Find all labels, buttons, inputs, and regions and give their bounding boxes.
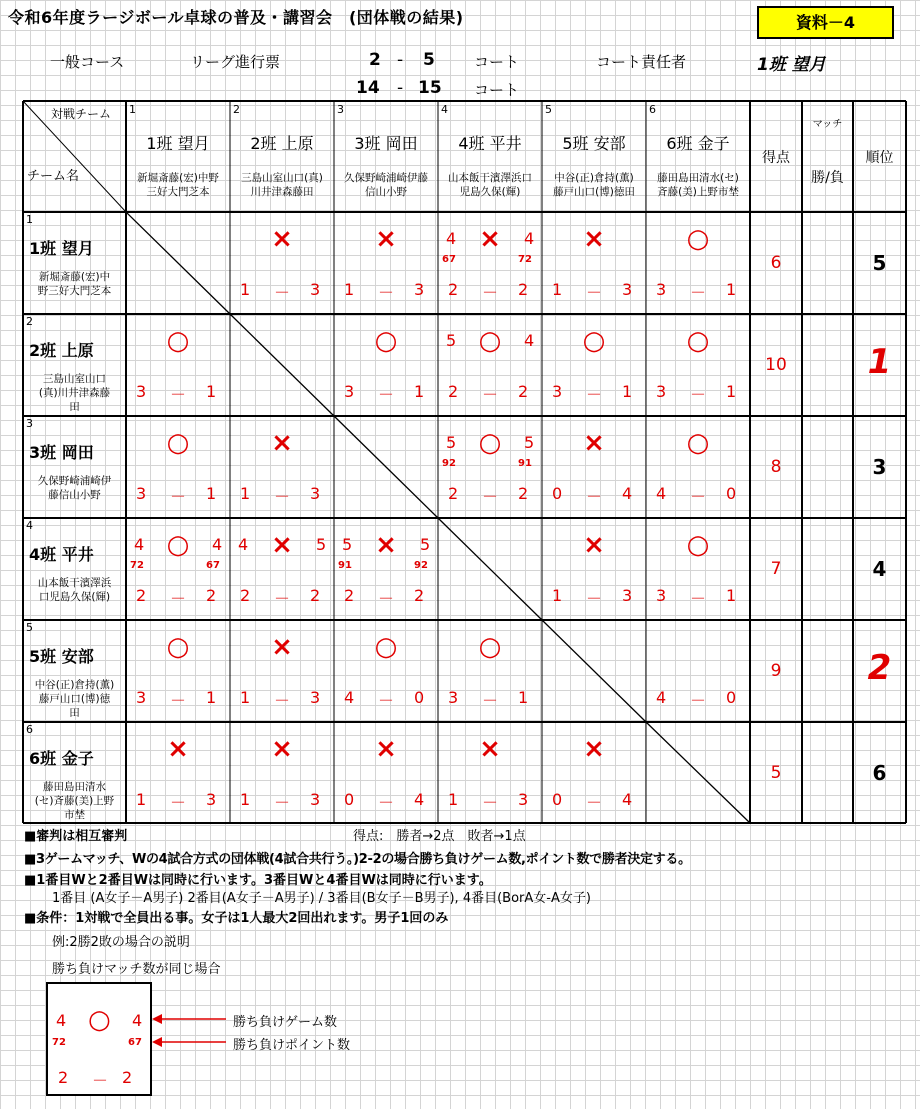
result-score-1: 1: [552, 280, 563, 299]
row-header-team: 1班 望月: [29, 239, 94, 258]
court-a1: 2: [369, 50, 381, 70]
result-score-1: 3: [656, 382, 667, 401]
result-score-1: 4: [344, 688, 355, 707]
points-value: 8: [770, 457, 782, 477]
col-header-num: 2: [233, 103, 240, 116]
result-symbol: ×: [271, 530, 293, 560]
example-score-dash: －: [92, 1071, 109, 1090]
result-score-2: 1: [206, 484, 217, 503]
col-header-team: 3班 岡田: [354, 134, 418, 153]
rank-value: 1: [867, 342, 892, 382]
result-games-1: 4: [134, 535, 145, 554]
league-label: リーグ進行票: [190, 53, 281, 71]
result-score-2: 2: [518, 484, 529, 503]
court-dash1: -: [397, 50, 404, 70]
points-value: 9: [770, 661, 782, 681]
result-points-1: 67: [442, 254, 456, 265]
result-symbol: ○: [686, 428, 710, 458]
result-score-2: 2: [518, 280, 529, 299]
col-header-players: 三島山室山口(真) 川井津森藤田: [241, 172, 323, 198]
row-header-players: 新堀斎藤(宏)中 野三好大門芝本: [37, 271, 112, 297]
result-score-dash: －: [482, 793, 499, 812]
row-header-team: 6班 金子: [29, 749, 94, 768]
result-games-1: 5: [342, 535, 353, 554]
result-score-dash: －: [170, 487, 187, 506]
col-header-players: 藤田島田清水(セ) 斉藤(美)上野市埜: [657, 172, 739, 198]
result-score-dash: －: [482, 691, 499, 710]
result-symbol: ○: [686, 326, 710, 356]
arrow-points-head: [152, 1037, 162, 1047]
result-symbol: ○: [374, 632, 398, 662]
page-title: 令和6年度ラージボール卓球の普及・講習会 (団体戦の結果): [8, 8, 464, 27]
match-header-top: マッチ: [812, 119, 843, 130]
result-score-1: 0: [344, 790, 355, 809]
result-score-dash: －: [586, 487, 603, 506]
result-score-2: 3: [310, 280, 321, 299]
result-symbol: ×: [271, 224, 293, 254]
result-score-2: 4: [414, 790, 425, 809]
result-score-1: 3: [136, 688, 147, 707]
example-game-1: 4: [56, 1011, 67, 1030]
result-score-1: 0: [552, 790, 563, 809]
col-header-num: 4: [441, 103, 448, 116]
document-label: 資料－4: [757, 6, 894, 39]
result-score-dash: －: [170, 589, 187, 608]
result-score-2: 0: [726, 688, 737, 707]
result-score-2: 1: [622, 382, 633, 401]
result-score-1: 3: [552, 382, 563, 401]
result-score-1: 1: [240, 484, 251, 503]
result-games-1: 5: [446, 433, 457, 452]
responsible-label: コート責任者: [596, 53, 687, 71]
note-condition: ■条件：1対戦で全員出る事。女子は1人最大2回出れます。男子1回のみ: [24, 911, 449, 926]
row-header-players: 藤田島田清水 (セ)斉藤(美)上野 市埜: [34, 781, 115, 821]
arrow-points-label: 勝ち負けポイント数: [233, 1038, 351, 1053]
result-points-1: 72: [130, 560, 144, 571]
col-header-players: 久保野崎浦崎伊藤 信山小野: [344, 172, 428, 198]
court-b2: 15: [418, 78, 442, 98]
result-score-dash: －: [274, 487, 291, 506]
example-score-2: 2: [122, 1068, 133, 1087]
result-games-2: 4: [524, 331, 535, 350]
result-score-1: 2: [240, 586, 251, 605]
result-score-1: 2: [448, 382, 459, 401]
result-score-2: 4: [622, 790, 633, 809]
result-score-dash: －: [690, 283, 707, 302]
result-symbol: ×: [375, 530, 397, 560]
col-header-num: 3: [337, 103, 344, 116]
example-box: [46, 982, 152, 1096]
result-symbol: ○: [686, 530, 710, 560]
col-header-team: 2班 上原: [250, 134, 314, 153]
result-score-1: 3: [136, 484, 147, 503]
row-header-num: 2: [26, 315, 33, 328]
example-arrows: [150, 1008, 230, 1048]
result-score-2: 2: [518, 382, 529, 401]
result-symbol: ○: [478, 326, 502, 356]
result-points-1: 91: [338, 560, 352, 571]
row-header-num: 4: [26, 519, 33, 532]
result-score-dash: －: [586, 793, 603, 812]
result-games-2: 4: [212, 535, 223, 554]
result-symbol: ×: [479, 734, 501, 764]
row-header-team: 4班 平井: [29, 545, 94, 564]
row-header-team: 5班 安部: [29, 647, 94, 666]
result-score-dash: －: [690, 487, 707, 506]
result-symbol: ×: [167, 734, 189, 764]
example-point-1: 72: [52, 1037, 66, 1048]
course-label: 一般コース: [50, 53, 125, 71]
result-score-1: 2: [448, 280, 459, 299]
result-score-dash: －: [586, 589, 603, 608]
col-header-players: 中谷(正)倉持(薫) 藤戸山口(博)徳田: [553, 172, 635, 198]
result-points-2: 72: [518, 254, 532, 265]
row-header-team: 2班 上原: [29, 341, 94, 360]
result-symbol: ×: [583, 530, 605, 560]
result-score-1: 1: [552, 586, 563, 605]
rank-header: 順位: [865, 150, 894, 166]
league-table: [23, 101, 906, 823]
court-b1: 14: [356, 78, 380, 98]
row-header-team: 3班 岡田: [29, 443, 94, 462]
result-score-1: 2: [344, 586, 355, 605]
result-score-2: 3: [622, 586, 633, 605]
result-symbol: ×: [583, 224, 605, 254]
col-header-team: 6班 金子: [666, 134, 730, 153]
result-score-dash: －: [274, 793, 291, 812]
row-header-num: 3: [26, 417, 33, 430]
result-score-dash: －: [274, 589, 291, 608]
result-score-2: 2: [206, 586, 217, 605]
row-header-num: 1: [26, 213, 33, 226]
result-games-1: 4: [238, 535, 249, 554]
result-score-2: 3: [206, 790, 217, 809]
col-header-players: 山本飯干濱澤浜口 児島久保(輝): [448, 172, 532, 198]
result-score-1: 1: [240, 280, 251, 299]
result-score-dash: －: [378, 589, 395, 608]
result-symbol: ○: [582, 326, 606, 356]
result-score-1: 1: [240, 688, 251, 707]
result-score-2: 3: [622, 280, 633, 299]
result-score-2: 3: [414, 280, 425, 299]
result-symbol: ○: [166, 326, 190, 356]
result-score-2: 3: [310, 484, 321, 503]
result-score-1: 3: [448, 688, 459, 707]
points-value: 5: [770, 763, 782, 783]
result-score-1: 0: [552, 484, 563, 503]
result-games-2: 5: [524, 433, 535, 452]
col-header-team: 1班 望月: [146, 134, 210, 153]
points-value: 10: [765, 355, 787, 375]
result-score-2: 2: [414, 586, 425, 605]
result-symbol: ○: [166, 632, 190, 662]
arrow-games-head: [152, 1014, 162, 1024]
result-score-2: 1: [726, 586, 737, 605]
result-symbol: ×: [271, 428, 293, 458]
result-symbol: ○: [686, 224, 710, 254]
result-score-dash: －: [378, 283, 395, 302]
result-symbol: ×: [375, 734, 397, 764]
result-symbol: ×: [583, 734, 605, 764]
result-points-2: 67: [206, 560, 220, 571]
col-header-num: 5: [545, 103, 552, 116]
points-header: 得点: [762, 150, 790, 166]
court-label1: コート: [474, 53, 520, 71]
col-header-num: 6: [649, 103, 656, 116]
match-header: 勝/負: [811, 170, 844, 186]
result-score-dash: －: [378, 793, 395, 812]
court-a2: 5: [423, 50, 435, 70]
result-score-1: 2: [136, 586, 147, 605]
result-symbol: ○: [374, 326, 398, 356]
col-header-team: 4班 平井: [458, 134, 522, 153]
example-win-symbol: ○: [88, 1005, 111, 1035]
result-points-2: 92: [414, 560, 428, 571]
result-score-1: 2: [448, 484, 459, 503]
result-score-1: 4: [656, 484, 667, 503]
points-value: 6: [770, 253, 782, 273]
rank-value: 5: [872, 251, 887, 275]
result-games-1: 5: [446, 331, 457, 350]
result-score-dash: －: [170, 793, 187, 812]
responsible-name: 1班 望月: [757, 55, 826, 75]
note-order-detail: 1番目 (A女子－A男子) 2番目(A女子－A男子) / 3番目(B女子－B男子), 4番目(BorA女-A女子): [52, 891, 591, 906]
corner-top-label: 対戦チーム: [51, 107, 112, 121]
result-symbol: ○: [166, 530, 190, 560]
result-score-dash: －: [170, 385, 187, 404]
result-score-dash: －: [586, 385, 603, 404]
result-points-2: 91: [518, 458, 532, 469]
note-order: ■1番目Wと2番目Wは同時に行います。3番目Wと4番目Wは同時に行います。: [24, 873, 492, 888]
result-score-2: 2: [310, 586, 321, 605]
result-score-1: 3: [656, 280, 667, 299]
result-score-2: 1: [414, 382, 425, 401]
result-symbol: ×: [271, 734, 293, 764]
result-score-dash: －: [690, 691, 707, 710]
result-points-1: 92: [442, 458, 456, 469]
col-header-players: 新堀斎藤(宏)中野 三好大門芝本: [137, 172, 219, 198]
row-header-players: 久保野崎浦崎伊 藤信山小野: [37, 475, 112, 501]
result-score-1: 1: [344, 280, 355, 299]
rank-value: 2: [867, 648, 892, 688]
result-score-dash: －: [586, 283, 603, 302]
row-header-players: 山本飯干濱澤浜 口児島久保(輝): [37, 577, 112, 603]
result-symbol: ○: [166, 428, 190, 458]
result-score-1: 1: [448, 790, 459, 809]
result-score-2: 0: [726, 484, 737, 503]
result-score-dash: －: [482, 283, 499, 302]
result-score-dash: －: [482, 385, 499, 404]
row-header-players: 三島山室山口 (真)川井津森藤 田: [38, 373, 111, 413]
result-score-dash: －: [378, 691, 395, 710]
example-point-2: 67: [128, 1037, 142, 1048]
court-dash2: -: [397, 78, 404, 98]
result-games-2: 4: [524, 229, 535, 248]
result-score-dash: －: [378, 385, 395, 404]
result-symbol: ×: [583, 428, 605, 458]
result-score-2: 1: [206, 688, 217, 707]
result-score-2: 4: [622, 484, 633, 503]
col-header-num: 1: [129, 103, 136, 116]
result-score-1: 3: [344, 382, 355, 401]
result-symbol: ×: [479, 224, 501, 254]
result-score-dash: －: [482, 487, 499, 506]
result-games-2: 5: [316, 535, 327, 554]
result-score-dash: －: [274, 283, 291, 302]
result-score-2: 1: [206, 382, 217, 401]
row-header-num: 5: [26, 621, 33, 634]
note-format: ■3ゲームマッチ、Wの4試合方式の団体戦(4試合共行う。)2-2の場合勝ち負けゲーム数,ポイント数で勝者決定する。: [24, 852, 691, 867]
result-score-dash: －: [690, 385, 707, 404]
points-value: 7: [770, 559, 782, 579]
note-scoring: 得点: 勝者→2点 敗者→1点: [353, 829, 526, 844]
result-score-2: 3: [310, 790, 321, 809]
result-score-2: 3: [310, 688, 321, 707]
row-header-num: 6: [26, 723, 33, 736]
result-score-dash: －: [690, 589, 707, 608]
result-symbol: ○: [478, 632, 502, 662]
note-referee: ■審判は相互審判: [24, 829, 128, 844]
result-score-1: 4: [656, 688, 667, 707]
result-symbol: ×: [271, 632, 293, 662]
example-game-2: 4: [132, 1011, 143, 1030]
result-score-2: 1: [726, 382, 737, 401]
result-score-1: 1: [136, 790, 147, 809]
result-score-1: 1: [240, 790, 251, 809]
result-score-1: 3: [136, 382, 147, 401]
example-title: 例:2勝2敗の場合の説明: [52, 935, 190, 950]
col-header-team: 5班 安部: [562, 134, 626, 153]
example-subtitle: 勝ち負けマッチ数が同じ場合: [52, 962, 221, 977]
result-score-2: 1: [518, 688, 529, 707]
rank-value: 4: [872, 557, 887, 581]
result-symbol: ○: [478, 428, 502, 458]
result-score-dash: －: [170, 691, 187, 710]
example-score-1: 2: [58, 1068, 69, 1087]
arrow-games-label: 勝ち負けゲーム数: [233, 1015, 338, 1030]
result-score-dash: －: [274, 691, 291, 710]
result-score-2: 3: [518, 790, 529, 809]
corner-bottom-label: チーム名: [27, 169, 80, 184]
rank-value: 6: [872, 761, 887, 785]
row-header-players: 中谷(正)倉持(薫) 藤戸山口(博)徳 田: [34, 679, 115, 719]
result-score-2: 0: [414, 688, 425, 707]
rank-value: 3: [872, 455, 887, 479]
result-games-2: 5: [420, 535, 431, 554]
result-score-2: 1: [726, 280, 737, 299]
court-label2: コート: [474, 81, 520, 99]
result-symbol: ×: [375, 224, 397, 254]
result-score-1: 3: [656, 586, 667, 605]
result-games-1: 4: [446, 229, 457, 248]
